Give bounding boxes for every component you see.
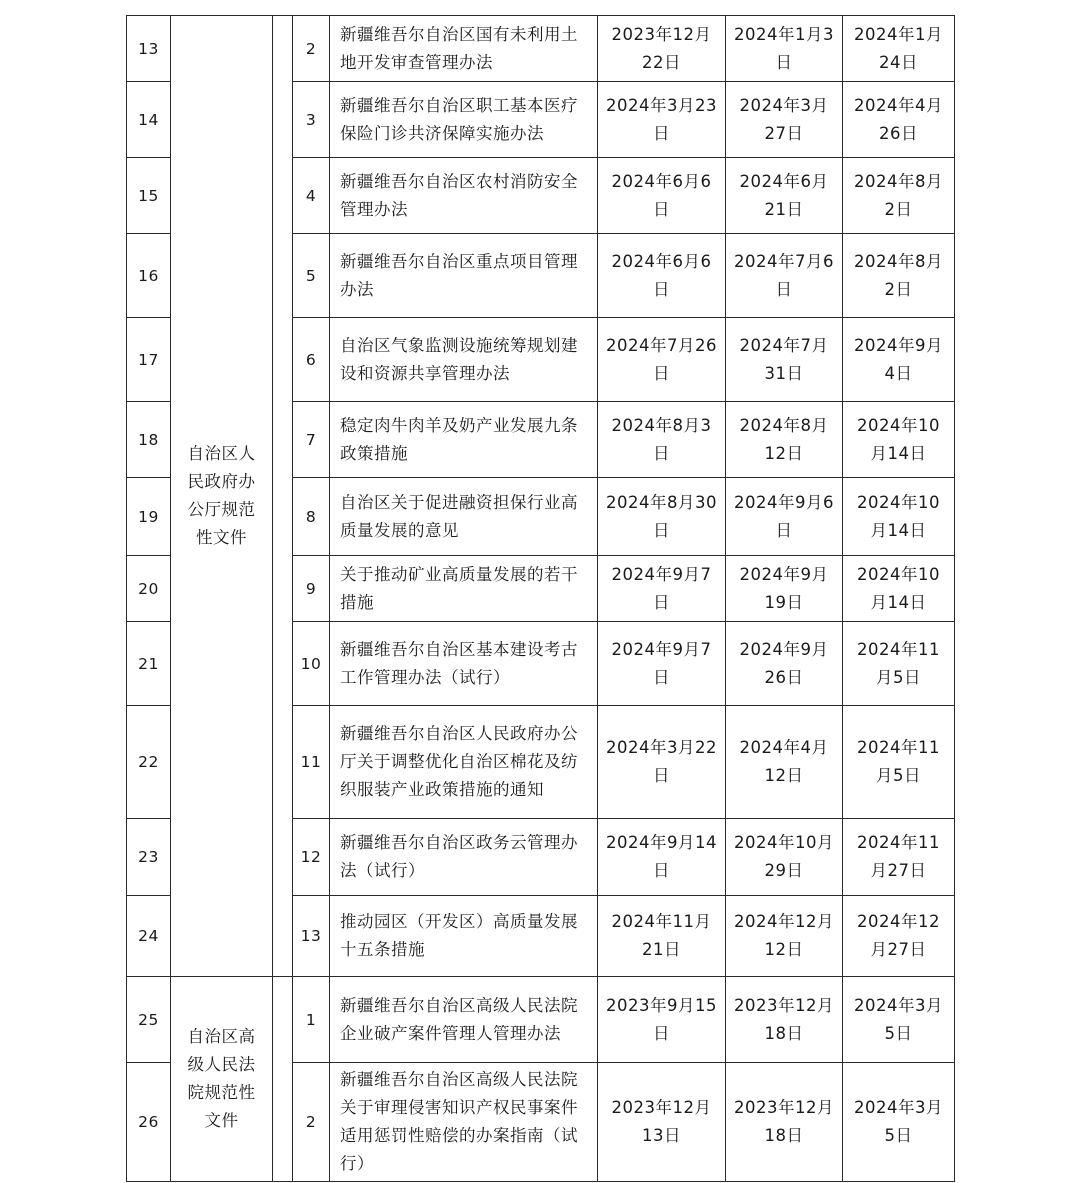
sub-number-cell: 13 [293,896,330,977]
document-title-cell: 推动园区（开发区）高质量发展十五条措施 [330,896,598,977]
date-cell: 2024年8月12日 [726,402,843,478]
date-cell: 2024年10月29日 [726,819,843,896]
row-number-cell: 23 [127,819,171,896]
document-title-cell: 新疆维吾尔自治区政务云管理办法（试行） [330,819,598,896]
row-number-cell: 13 [127,16,171,82]
document-title-cell: 新疆维吾尔自治区人民政府办公厅关于调整优化自治区棉花及纺织服装产业政策措施的通知 [330,706,598,819]
sub-number-cell: 6 [293,318,330,402]
document-title-cell: 稳定肉牛肉羊及奶产业发展九条政策措施 [330,402,598,478]
date-cell: 2024年7月6日 [726,234,843,318]
date-cell: 2024年6月6日 [598,158,726,234]
sub-number-cell: 2 [293,1063,330,1182]
row-number-cell: 20 [127,556,171,622]
row-number-cell: 18 [127,402,171,478]
document-title-cell: 关于推动矿业高质量发展的若干措施 [330,556,598,622]
date-cell: 2024年1月24日 [843,16,955,82]
column-gap [273,16,293,977]
row-number-cell: 22 [127,706,171,819]
date-cell: 2023年12月13日 [598,1063,726,1182]
date-cell: 2024年9月26日 [726,622,843,706]
date-cell: 2023年9月15日 [598,977,726,1063]
sub-number-cell: 9 [293,556,330,622]
document-title-cell: 新疆维吾尔自治区职工基本医疗保险门诊共济保障实施办法 [330,82,598,158]
sub-number-cell: 1 [293,977,330,1063]
row-number-cell: 15 [127,158,171,234]
date-cell: 2024年8月3日 [598,402,726,478]
date-cell: 2024年8月2日 [843,234,955,318]
date-cell: 2024年10月14日 [843,556,955,622]
table-row [127,16,955,82]
document-title-cell: 新疆维吾尔自治区重点项目管理办法 [330,234,598,318]
column-gap [273,977,293,1182]
sub-number-cell: 4 [293,158,330,234]
document-title-cell: 自治区气象监测设施统筹规划建设和资源共享管理办法 [330,318,598,402]
row-number-cell: 25 [127,977,171,1063]
row-number-cell: 17 [127,318,171,402]
date-cell: 2024年3月5日 [843,1063,955,1182]
date-cell: 2024年8月30日 [598,478,726,556]
date-cell: 2024年11月5日 [843,706,955,819]
sub-number-cell: 5 [293,234,330,318]
date-cell: 2024年12月12日 [726,896,843,977]
row-number-cell: 24 [127,896,171,977]
document-title-cell: 新疆维吾尔自治区农村消防安全管理办法 [330,158,598,234]
date-cell: 2024年3月23日 [598,82,726,158]
category-cell: 自治区高级人民法院规范性文件 [171,977,273,1182]
regulations-table [126,15,955,1182]
date-cell: 2023年12月18日 [726,977,843,1063]
date-cell: 2024年9月7日 [598,622,726,706]
date-cell: 2024年6月21日 [726,158,843,234]
sub-number-cell: 10 [293,622,330,706]
row-number-cell: 14 [127,82,171,158]
date-cell: 2024年8月2日 [843,158,955,234]
sub-number-cell: 8 [293,478,330,556]
date-cell: 2024年11月5日 [843,622,955,706]
date-cell: 2024年11月21日 [598,896,726,977]
category-cell: 自治区人民政府办公厅规范性文件 [171,16,273,977]
date-cell: 2023年12月18日 [726,1063,843,1182]
date-cell: 2024年6月6日 [598,234,726,318]
document-title-cell: 新疆维吾尔自治区国有未利用土地开发审查管理办法 [330,16,598,82]
date-cell: 2024年3月5日 [843,977,955,1063]
table-row [127,977,955,1063]
date-cell: 2024年3月27日 [726,82,843,158]
row-number-cell: 16 [127,234,171,318]
date-cell: 2024年9月7日 [598,556,726,622]
table-body [127,16,955,1182]
date-cell: 2024年7月31日 [726,318,843,402]
sub-number-cell: 7 [293,402,330,478]
document-title-cell: 自治区关于促进融资担保行业高质量发展的意见 [330,478,598,556]
date-cell: 2024年9月6日 [726,478,843,556]
date-cell: 2024年3月22日 [598,706,726,819]
date-cell: 2024年7月26日 [598,318,726,402]
row-number-cell: 26 [127,1063,171,1182]
date-cell: 2024年9月19日 [726,556,843,622]
document-title-cell: 新疆维吾尔自治区基本建设考古工作管理办法（试行） [330,622,598,706]
row-number-cell: 21 [127,622,171,706]
date-cell: 2024年9月14日 [598,819,726,896]
sub-number-cell: 3 [293,82,330,158]
date-cell: 2024年12月27日 [843,896,955,977]
date-cell: 2024年11月27日 [843,819,955,896]
sub-number-cell: 2 [293,16,330,82]
row-number-cell: 19 [127,478,171,556]
date-cell: 2024年10月14日 [843,478,955,556]
document-title-cell: 新疆维吾尔自治区高级人民法院关于审理侵害知识产权民事案件适用惩罚性赔偿的办案指南（试行） [330,1063,598,1182]
date-cell: 2023年12月22日 [598,16,726,82]
date-cell: 2024年1月3日 [726,16,843,82]
sub-number-cell: 12 [293,819,330,896]
date-cell: 2024年4月26日 [843,82,955,158]
sub-number-cell: 11 [293,706,330,819]
date-cell: 2024年10月14日 [843,402,955,478]
document-title-cell: 新疆维吾尔自治区高级人民法院企业破产案件管理人管理办法 [330,977,598,1063]
date-cell: 2024年9月4日 [843,318,955,402]
date-cell: 2024年4月12日 [726,706,843,819]
